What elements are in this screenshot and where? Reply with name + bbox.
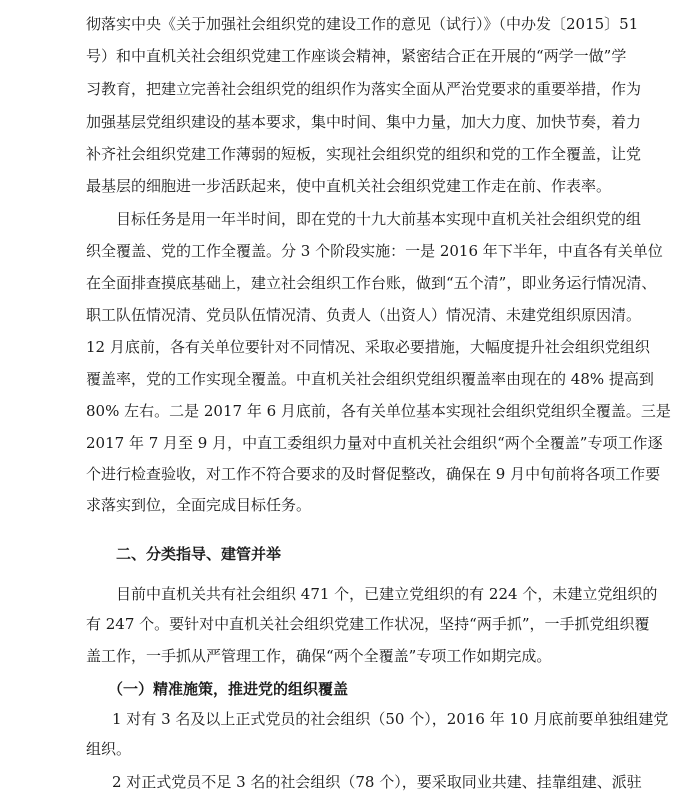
paragraph-line: 2017 年 7 月至 9 月，中直工委组织力量对中直机关社会组织“两个全覆盖”专项工作逐 xyxy=(86,434,663,452)
paragraph-line: 求落实到位，全面完成目标任务。 xyxy=(86,496,312,514)
paragraph-line: 在全面排查摸底基础上，建立社会组织工作台账，做到“五个清”，即业务运行情况清、 xyxy=(86,274,657,292)
paragraph-line: 最基层的细胞进一步活跃起来，使中直机关社会组织党建工作走在前、作表率。 xyxy=(86,177,612,195)
subsection-heading: （一）精准施策，推进党的组织覆盖 xyxy=(108,680,349,698)
list-item-continuation: 组织。 xyxy=(86,740,132,758)
paragraph-line: 盖工作，一手抓从严管理工作，确保“两个全覆盖”专项工作如期完成。 xyxy=(86,647,552,665)
paragraph-line: 12 月底前，各有关单位要针对不同情况、采取必要措施，大幅度提升社会组织党组织 xyxy=(86,338,650,356)
paragraph-first-line: 目标任务是用一年半时间，即在党的十九大前基本实现中直机关社会组织党的组 xyxy=(116,210,642,228)
paragraph-line: 个进行检查验收，对工作不符合要求的及时督促整改，确保在 9 月中旬前将各项工作要 xyxy=(86,465,661,483)
paragraph-line: 彻落实中央《关于加强社会组织党的建设工作的意见（试行）》（中办发〔2015〕51 xyxy=(86,15,639,33)
paragraph-line: 职工队伍情况清、党员队伍情况清、负责人（出资人）情况清、未建党组织原因清。 xyxy=(86,306,642,324)
paragraph-line: 号）和中直机关社会组织党建工作座谈会精神，紧密结合正在开展的“两学一做”学 xyxy=(86,47,627,65)
paragraph-line: 加强基层党组织建设的基本要求，集中时间、集中力量，加大力度、加快节奏，着力 xyxy=(86,113,642,131)
paragraph-line: 80% 左右。二是 2017 年 6 月底前，各有关单位基本实现社会组织党组织全覆盖。三是 xyxy=(86,402,671,420)
list-item: 1 对有 3 名及以上正式党员的社会组织（50 个），2016 年 10 月底前要单独组建党 xyxy=(112,710,669,728)
section-heading: 二、分类指导、建管并举 xyxy=(116,545,282,563)
paragraph-line: 习教育，把建立完善社会组织党的组织作为落实全面从严治党要求的重要举措，作为 xyxy=(86,80,642,98)
paragraph-line: 有 247 个。要针对中直机关社会组织党建工作状况，坚持“两手抓”，一手抓党组织覆 xyxy=(86,615,650,633)
paragraph-line: 覆盖率，党的工作实现全覆盖。中直机关社会组织党组织覆盖率由现在的 48% 提高到 xyxy=(86,370,654,388)
list-item: 2 对正式党员不足 3 名的社会组织（78 个），要采取同业共建、挂靠组建、派驻 xyxy=(112,773,642,791)
paragraph-line: 织全覆盖、党的工作全覆盖。分 3 个阶段实施：一是 2016 年下半年，中直各有关单位 xyxy=(86,242,663,260)
paragraph-first-line: 目前中直机关共有社会组织 471 个，已建立党组织的有 224 个，未建立党组织的 xyxy=(116,585,658,603)
paragraph-line: 补齐社会组织党建工作薄弱的短板，实现社会组织党的组织和党的工作全覆盖，让党 xyxy=(86,145,642,163)
